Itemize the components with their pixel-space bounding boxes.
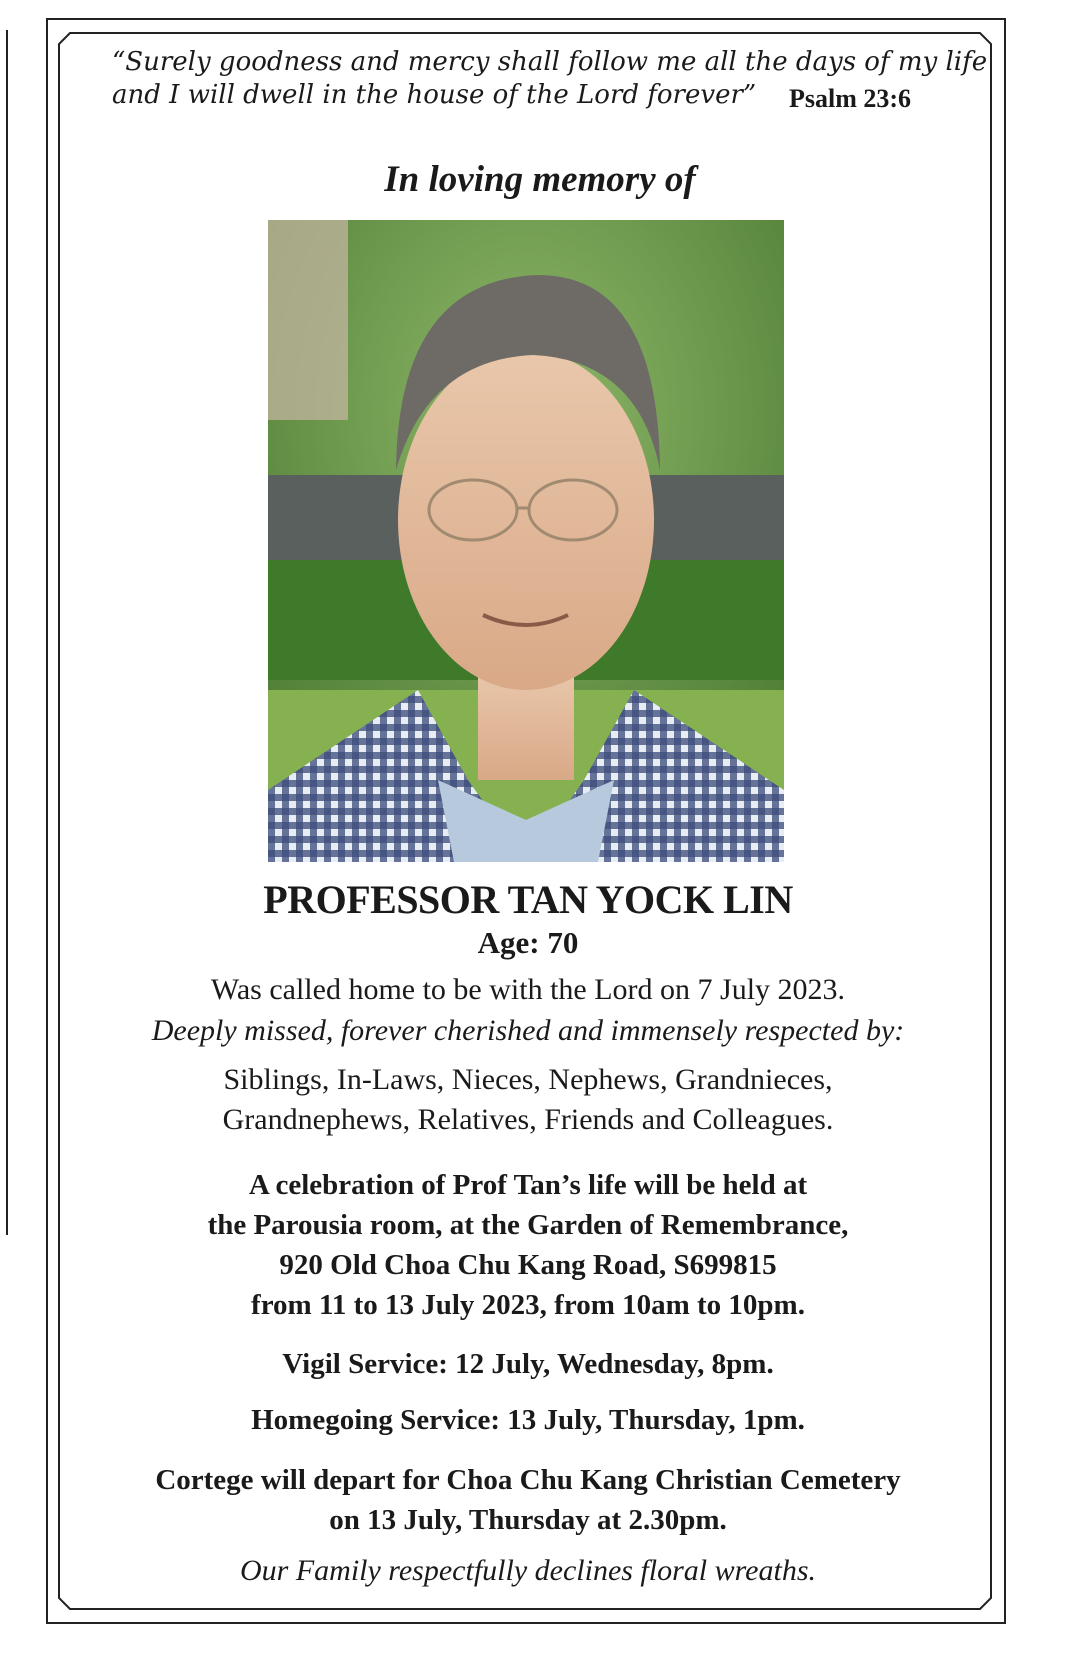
quote-line-2: and I will dwell in the house of the Lord forever”	[112, 80, 757, 110]
celebration-details	[0, 1165, 1056, 1325]
celebration-line: A celebration of Prof Tan’s life will be held at	[248, 1169, 808, 1201]
quote-line-1: “Surely goodness and mercy shall follow me all the days of my life	[112, 47, 988, 77]
missed-by-text: Deeply missed, forever cherished and immensely respected by:	[151, 1014, 905, 1047]
memorial-heading: In loving memory of	[384, 159, 696, 200]
vigil-service: Vigil Service: 12 July, Wednesday, 8pm.	[282, 1348, 774, 1380]
cortege-line: on 13 July, Thursday at 2.30pm.	[329, 1504, 727, 1536]
celebration-line: from 11 to 13 July 2023, from 10am to 10pm.	[251, 1289, 805, 1321]
deceased-age: Age: 70	[477, 925, 579, 960]
family-line: Siblings, In-Laws, Nieces, Nephews, Grandnieces,	[223, 1063, 833, 1096]
family-line: Grandnephews, Relatives, Friends and Colleagues.	[222, 1103, 834, 1136]
portrait-photo	[268, 220, 784, 862]
quote-reference: Psalm 23:6	[789, 84, 912, 113]
homegoing-service: Homegoing Service: 13 July, Thursday, 1pm.	[251, 1404, 805, 1436]
cortege-line: Cortege will depart for Choa Chu Kang Christian Cemetery	[155, 1464, 901, 1496]
adjacent-column-border	[0, 30, 8, 1235]
cortege-details	[0, 1460, 1056, 1540]
portrait-photo-icon	[268, 220, 784, 862]
deceased-name: PROFESSOR TAN YOCK LIN	[263, 877, 793, 922]
celebration-line: 920 Old Choa Chu Kang Road, S699815	[279, 1249, 777, 1281]
family-list	[0, 1060, 1056, 1140]
called-home-text: Was called home to be with the Lord on 7 July 2023.	[210, 973, 846, 1006]
wreaths-notice: Our Family respectfully declines floral wreaths.	[239, 1554, 817, 1587]
celebration-line: the Parousia room, at the Garden of Remembrance,	[207, 1209, 849, 1241]
